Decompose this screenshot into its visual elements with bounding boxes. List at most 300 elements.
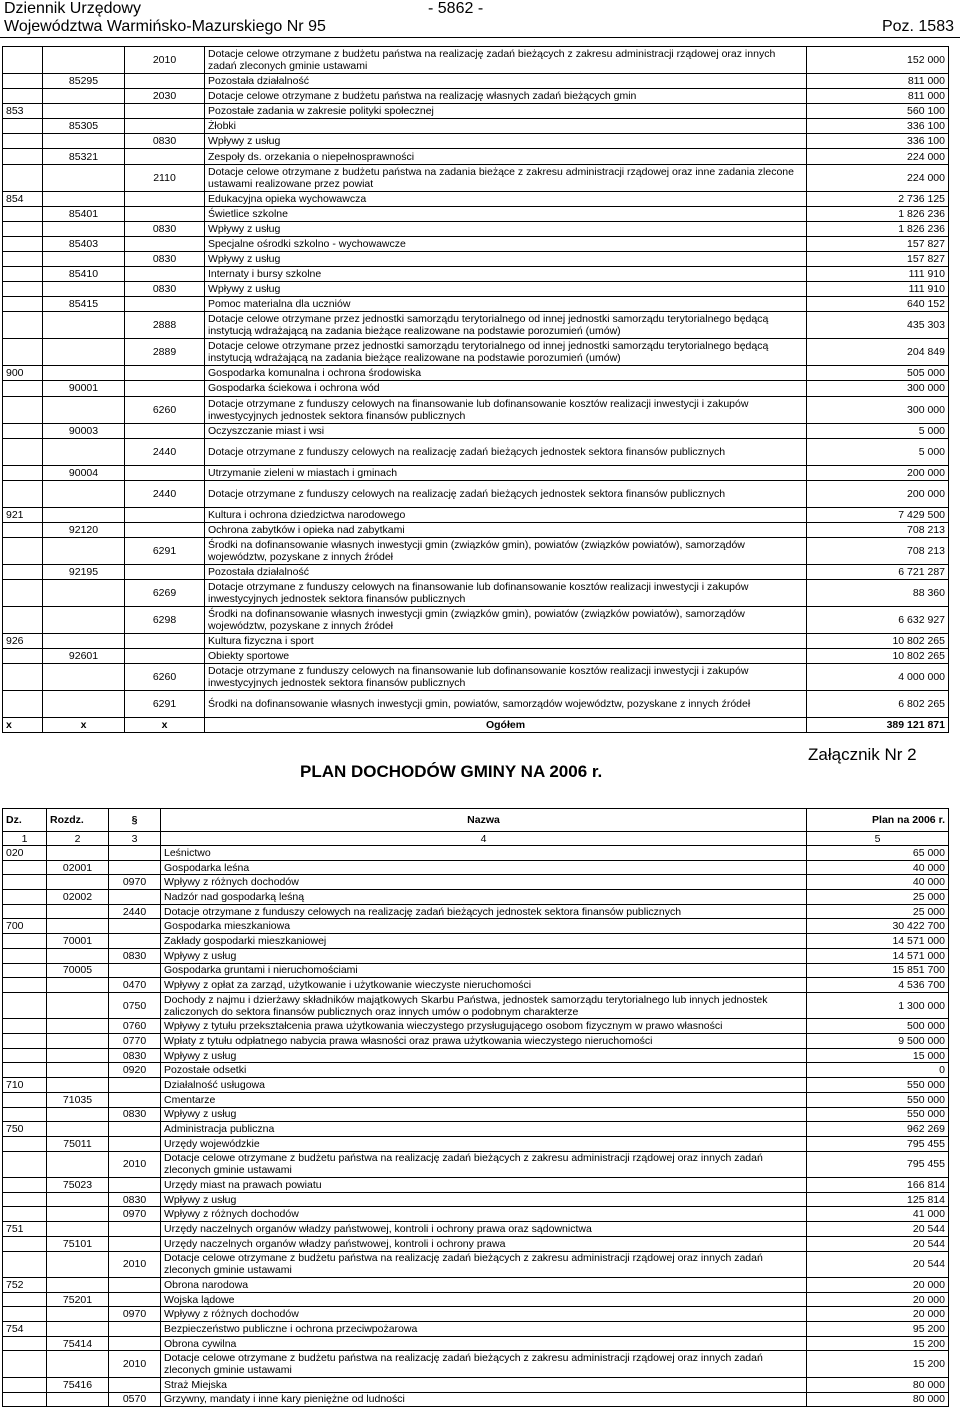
table-row <box>3 149 949 164</box>
paragraph-cell <box>125 104 205 119</box>
chapter-cell <box>43 282 125 297</box>
chapter-cell <box>47 1392 109 1407</box>
table-row <box>3 633 949 648</box>
section-cell <box>3 1307 47 1322</box>
amount-cell: 795 455 <box>807 1151 949 1178</box>
paragraph-cell: 6291 <box>125 537 205 564</box>
journal-title: Dziennik Urzędowy <box>4 0 141 17</box>
chapter-cell: 75201 <box>47 1292 109 1307</box>
table-row <box>3 339 949 366</box>
table-row <box>3 1034 949 1049</box>
name-cell: Środki na dofinansowanie własnych inwestycji gmin (związków gmin), powiatów (związków powiatów), samorządów województw, pozyskane z innych źródeł <box>205 606 807 633</box>
section-cell: 750 <box>3 1122 47 1137</box>
chapter-cell: 75416 <box>47 1377 109 1392</box>
section-cell <box>3 251 43 266</box>
name-cell: Nadzór nad gospodarką leśną <box>161 890 807 905</box>
chapter-cell <box>47 1048 109 1063</box>
section-cell <box>3 522 43 537</box>
table-row <box>3 919 949 934</box>
paragraph-cell: 2010 <box>109 1251 161 1278</box>
table-row <box>3 134 949 149</box>
paragraph-cell <box>109 1236 161 1251</box>
name-cell: Dotacje celowe otrzymane z budżetu państwa na realizację zadań bieżących z zakresu administracji rządowej oraz innych zadań zleconych gminie ustawami <box>161 1351 807 1378</box>
chapter-cell: 90004 <box>43 465 125 480</box>
table-row <box>3 1136 949 1151</box>
section-cell <box>3 537 43 564</box>
table-row <box>3 1292 949 1307</box>
name-cell: Dotacje celowe otrzymane przez jednostki samorządu terytorialnego od innej jednostki samorządu terytorialnego będącą instytucją wdrażającą na zadania bieżące realizowane na podstawie porozumień (umów) <box>205 339 807 366</box>
table-row <box>3 904 949 919</box>
amount-cell: 152 000 <box>807 47 949 74</box>
revenue-plan-table <box>2 808 949 1407</box>
section-cell <box>3 1019 47 1034</box>
amount-cell: 15 000 <box>807 1048 949 1063</box>
paragraph-cell <box>125 507 205 522</box>
amount-cell: 157 827 <box>807 251 949 266</box>
section-cell <box>3 1251 47 1278</box>
amount-cell: 550 000 <box>807 1078 949 1093</box>
paragraph-cell <box>109 1292 161 1307</box>
paragraph-cell: 6260 <box>125 396 205 423</box>
chapter-cell <box>43 134 125 149</box>
table-row <box>3 267 949 282</box>
table-row <box>3 480 949 507</box>
table-row <box>3 89 949 104</box>
attachment-label: Załącznik Nr 2 <box>808 745 917 764</box>
amount-cell: 1 826 236 <box>807 206 949 221</box>
paragraph-cell: 0770 <box>109 1034 161 1049</box>
paragraph-cell <box>109 963 161 978</box>
name-cell: Dotacje otrzymane z funduszy celowych na realizację zadań bieżących jednostek sektora finansów publicznych <box>161 904 807 919</box>
amount-cell: 10 802 265 <box>807 633 949 648</box>
section-cell <box>3 664 43 691</box>
chapter-cell <box>43 47 125 74</box>
section-cell <box>3 74 43 89</box>
paragraph-cell <box>109 846 161 861</box>
table-row <box>3 438 949 465</box>
section-cell <box>3 963 47 978</box>
chapter-cell <box>47 1034 109 1049</box>
table-row <box>3 1178 949 1193</box>
table-row <box>3 191 949 206</box>
paragraph-cell: 0970 <box>109 1207 161 1222</box>
name-cell: Administracja publiczna <box>161 1122 807 1137</box>
paragraph-cell <box>109 934 161 949</box>
name-cell: Zakłady gospodarki mieszkaniowej <box>161 934 807 949</box>
section-cell <box>3 282 43 297</box>
name-cell: Leśnictwo <box>161 846 807 861</box>
table-row <box>3 1078 949 1093</box>
section-cell <box>3 1336 47 1351</box>
section-cell: 710 <box>3 1078 47 1093</box>
section-cell <box>3 1377 47 1392</box>
section-cell <box>3 934 47 949</box>
name-cell: Urzędy naczelnych organów władzy państwowej, kontroli i ochrony prawa <box>161 1236 807 1251</box>
total-marker: x <box>43 718 125 733</box>
section-cell <box>3 1351 47 1378</box>
section-cell: 752 <box>3 1278 47 1293</box>
table-row <box>3 664 949 691</box>
item-position: Poz. 1583 <box>881 18 954 35</box>
paragraph-cell: 0830 <box>109 1192 161 1207</box>
total-marker: x <box>3 718 43 733</box>
table-row <box>3 1278 949 1293</box>
table-row <box>3 934 949 949</box>
amount-cell: 95 200 <box>807 1322 949 1337</box>
table-row <box>3 1151 949 1178</box>
amount-cell: 111 910 <box>807 282 949 297</box>
table-row <box>3 282 949 297</box>
table-row <box>3 1092 949 1107</box>
section-cell <box>3 119 43 134</box>
name-cell: Wpływy z różnych dochodów <box>161 1307 807 1322</box>
amount-cell: 224 000 <box>807 149 949 164</box>
name-cell: Działalność usługowa <box>161 1078 807 1093</box>
section-cell <box>3 438 43 465</box>
name-cell: Pozostałe zadania w zakresie polityki społecznej <box>205 104 807 119</box>
column-number: 5 <box>807 832 949 846</box>
chapter-cell <box>47 1151 109 1178</box>
section-cell <box>3 1392 47 1407</box>
page-number: - 5862 - <box>428 0 484 17</box>
section-cell: 020 <box>3 846 47 861</box>
section-cell <box>3 1236 47 1251</box>
section-cell: 926 <box>3 633 43 648</box>
amount-cell: 15 851 700 <box>807 963 949 978</box>
name-cell: Wpływy z usług <box>205 134 807 149</box>
section-cell <box>3 381 43 396</box>
chapter-cell <box>47 1192 109 1207</box>
name-cell: Oczyszczanie miast i wsi <box>205 423 807 438</box>
paragraph-cell: 0760 <box>109 1019 161 1034</box>
paragraph-cell: 6291 <box>125 691 205 718</box>
name-cell: Kultura i ochrona dziedzictwa narodowego <box>205 507 807 522</box>
section-cell <box>3 297 43 312</box>
table-row <box>3 1048 949 1063</box>
amount-cell: 204 849 <box>807 339 949 366</box>
paragraph-cell: 0830 <box>125 134 205 149</box>
name-cell: Dotacje celowe otrzymane z budżetu państwa na realizację zadań bieżących z zakresu administracji rządowej oraz innych zadań zleconych gminie ustawami <box>161 1251 807 1278</box>
table-row <box>3 1236 949 1251</box>
paragraph-cell <box>109 1322 161 1337</box>
amount-cell: 4 536 700 <box>807 978 949 993</box>
chapter-cell: 92195 <box>43 564 125 579</box>
amount-cell: 41 000 <box>807 1207 949 1222</box>
paragraph-cell <box>109 1278 161 1293</box>
total-amount: 389 121 871 <box>807 718 949 733</box>
amount-cell: 20 544 <box>807 1251 949 1278</box>
chapter-cell <box>47 1207 109 1222</box>
section-cell <box>3 396 43 423</box>
chapter-cell <box>47 904 109 919</box>
chapter-cell: 90001 <box>43 381 125 396</box>
section-cell <box>3 339 43 366</box>
table-row <box>3 74 949 89</box>
name-cell: Dotacje otrzymane z funduszy celowych na finansowanie lub dofinansowanie kosztów realizacji inwestycji i zakupów inwestycyjnych jednostek sektora finansów publicznych <box>205 579 807 606</box>
name-cell: Gospodarka ściekowa i ochrona wód <box>205 381 807 396</box>
name-cell: Gospodarka komunalna i ochrona środowiska <box>205 366 807 381</box>
paragraph-cell: 0920 <box>109 1063 161 1078</box>
table-row <box>3 875 949 890</box>
table-row <box>3 104 949 119</box>
paragraph-cell: 2010 <box>109 1151 161 1178</box>
chapter-cell <box>47 919 109 934</box>
section-cell <box>3 465 43 480</box>
section-cell <box>3 1151 47 1178</box>
paragraph-cell: 2030 <box>125 89 205 104</box>
section-cell: 700 <box>3 919 47 934</box>
chapter-cell: 75023 <box>47 1178 109 1193</box>
name-cell: Dotacje celowe otrzymane z budżetu państwa na realizację zadań bieżących z zakresu administracji rządowej oraz innych zadań zleconych gminie ustawami <box>205 47 807 74</box>
table-row <box>3 1122 949 1137</box>
chapter-cell: 85410 <box>43 267 125 282</box>
chapter-cell <box>43 221 125 236</box>
amount-cell: 962 269 <box>807 1122 949 1137</box>
section-cell <box>3 890 47 905</box>
chapter-cell: 71035 <box>47 1092 109 1107</box>
paragraph-cell <box>109 890 161 905</box>
table-row <box>3 1322 949 1337</box>
chapter-cell: 75101 <box>47 1236 109 1251</box>
paragraph-cell: 6269 <box>125 579 205 606</box>
amount-cell: 5 000 <box>807 423 949 438</box>
section-cell <box>3 1063 47 1078</box>
chapter-cell <box>47 948 109 963</box>
table-row <box>3 649 949 664</box>
table-row <box>3 1251 949 1278</box>
column-number-row <box>3 832 949 846</box>
section-cell <box>3 312 43 339</box>
total-label: Ogółem <box>205 718 807 733</box>
paragraph-cell: 0830 <box>109 948 161 963</box>
amount-cell: 111 910 <box>807 267 949 282</box>
amount-cell: 80 000 <box>807 1377 949 1392</box>
paragraph-cell <box>109 1136 161 1151</box>
section-cell: 754 <box>3 1322 47 1337</box>
budget-table-continued <box>2 46 949 733</box>
name-cell: Wpływy z usług <box>161 1107 807 1122</box>
amount-cell: 2 736 125 <box>807 191 949 206</box>
amount-cell: 0 <box>807 1063 949 1078</box>
amount-cell: 200 000 <box>807 480 949 507</box>
name-cell: Pozostała działalność <box>205 74 807 89</box>
name-cell: Dotacje otrzymane z funduszy celowych na finansowanie lub dofinansowanie kosztów realizacji inwestycji i zakupów inwestycyjnych jednostek sektora finansów publicznych <box>205 664 807 691</box>
table-row <box>3 860 949 875</box>
journal-issue: Województwa Warmińsko-Mazurskiego Nr 95 <box>4 18 326 35</box>
amount-cell: 640 152 <box>807 297 949 312</box>
column-header-name: Nazwa <box>161 809 807 832</box>
paragraph-cell <box>109 1377 161 1392</box>
section-cell <box>3 1178 47 1193</box>
table-row <box>3 366 949 381</box>
paragraph-cell: 2889 <box>125 339 205 366</box>
chapter-cell <box>47 1351 109 1378</box>
section-cell <box>3 480 43 507</box>
chapter-cell <box>47 1078 109 1093</box>
amount-cell: 1 300 000 <box>807 992 949 1019</box>
paragraph-cell: 2440 <box>125 480 205 507</box>
paragraph-cell <box>109 1178 161 1193</box>
paragraph-cell: 2888 <box>125 312 205 339</box>
chapter-cell: 85401 <box>43 206 125 221</box>
name-cell: Obrona narodowa <box>161 1278 807 1293</box>
table-row <box>3 564 949 579</box>
table-row <box>3 1351 949 1378</box>
chapter-cell <box>43 438 125 465</box>
section-cell <box>3 149 43 164</box>
amount-cell: 500 000 <box>807 1019 949 1034</box>
name-cell: Świetlice szkolne <box>205 206 807 221</box>
name-cell: Urzędy wojewódzkie <box>161 1136 807 1151</box>
total-marker: x <box>125 718 205 733</box>
paragraph-cell <box>109 860 161 875</box>
table-row <box>3 1377 949 1392</box>
name-cell: Dotacje celowe otrzymane przez jednostki samorządu terytorialnego od innej jednostki samorządu terytorialnego będącą instytucją wdrażającą na zadania bieżące realizowane na podstawie porozumień (umów) <box>205 312 807 339</box>
chapter-cell <box>43 89 125 104</box>
chapter-cell <box>43 691 125 718</box>
name-cell: Gospodarka mieszkaniowa <box>161 919 807 934</box>
name-cell: Dotacje otrzymane z funduszy celowych na finansowanie lub dofinansowanie kosztów realizacji inwestycji i zakupów inwestycyjnych jednostek sektora finansów publicznych <box>205 396 807 423</box>
table-row <box>3 978 949 993</box>
table-row <box>3 1019 949 1034</box>
name-cell: Wpływy z różnych dochodów <box>161 875 807 890</box>
section-cell: 900 <box>3 366 43 381</box>
table-row <box>3 1207 949 1222</box>
table-row <box>3 47 949 74</box>
name-cell: Kultura fizyczna i sport <box>205 633 807 648</box>
chapter-cell <box>47 1107 109 1122</box>
amount-cell: 6 802 265 <box>807 691 949 718</box>
paragraph-cell: 2440 <box>125 438 205 465</box>
amount-cell: 708 213 <box>807 522 949 537</box>
paragraph-cell <box>125 649 205 664</box>
name-cell: Straż Miejska <box>161 1377 807 1392</box>
amount-cell: 7 429 500 <box>807 507 949 522</box>
name-cell: Środki na dofinansowanie własnych inwestycji gmin, powiatów, samorządów województw, pozyskane z innych źródeł <box>205 691 807 718</box>
table-row <box>3 522 949 537</box>
amount-cell: 20 544 <box>807 1222 949 1237</box>
name-cell: Utrzymanie zieleni w miastach i gminach <box>205 465 807 480</box>
name-cell: Ochrona zabytków i opieka nad zabytkami <box>205 522 807 537</box>
paragraph-cell <box>125 74 205 89</box>
name-cell: Dotacje celowe otrzymane z budżetu państwa na zadania bieżące z zakresu administracji rządowej oraz inne zadania zlecone ustawami realizowane przez powiat <box>205 164 807 191</box>
table-row <box>3 1222 949 1237</box>
table-row <box>3 465 949 480</box>
amount-cell: 708 213 <box>807 537 949 564</box>
paragraph-cell <box>125 522 205 537</box>
table-row <box>3 963 949 978</box>
section-cell <box>3 978 47 993</box>
table-row <box>3 1307 949 1322</box>
section-cell <box>3 606 43 633</box>
table-row <box>3 579 949 606</box>
table-row <box>3 206 949 221</box>
amount-cell: 336 100 <box>807 119 949 134</box>
name-cell: Wpływy z usług <box>205 221 807 236</box>
amount-cell: 300 000 <box>807 396 949 423</box>
chapter-cell <box>47 992 109 1019</box>
amount-cell: 157 827 <box>807 236 949 251</box>
amount-cell: 5 000 <box>807 438 949 465</box>
amount-cell: 300 000 <box>807 381 949 396</box>
paragraph-cell <box>125 191 205 206</box>
table-row <box>3 992 949 1019</box>
section-cell <box>3 134 43 149</box>
amount-cell: 25 000 <box>807 904 949 919</box>
section-cell: 751 <box>3 1222 47 1237</box>
amount-cell: 4 000 000 <box>807 664 949 691</box>
column-number: 3 <box>109 832 161 846</box>
section-cell <box>3 1207 47 1222</box>
chapter-cell: 85295 <box>43 74 125 89</box>
plan-title: PLAN DOCHODÓW GMINY NA 2006 r. <box>300 762 603 781</box>
chapter-cell <box>43 366 125 381</box>
table-row <box>3 1192 949 1207</box>
amount-cell: 9 500 000 <box>807 1034 949 1049</box>
section-cell <box>3 423 43 438</box>
section-cell <box>3 1192 47 1207</box>
amount-cell: 15 200 <box>807 1351 949 1378</box>
amount-cell: 14 571 000 <box>807 948 949 963</box>
name-cell: Edukacyjna opieka wychowawcza <box>205 191 807 206</box>
table-row <box>3 423 949 438</box>
chapter-cell <box>47 1307 109 1322</box>
table-row <box>3 119 949 134</box>
amount-cell: 795 455 <box>807 1136 949 1151</box>
name-cell: Obiekty sportowe <box>205 649 807 664</box>
paragraph-cell <box>109 919 161 934</box>
amount-cell: 435 303 <box>807 312 949 339</box>
chapter-cell <box>47 1322 109 1337</box>
header-row <box>3 809 949 832</box>
chapter-cell <box>47 875 109 890</box>
paragraph-cell <box>125 149 205 164</box>
name-cell: Wpływy z usług <box>205 282 807 297</box>
paragraph-cell <box>125 267 205 282</box>
name-cell: Wpływy z usług <box>161 948 807 963</box>
paragraph-cell <box>125 366 205 381</box>
name-cell: Wpływy z tytułu przekształcenia prawa użytkowania wieczystego przysługującego osobom fizycznym w prawo własności <box>161 1019 807 1034</box>
section-cell <box>3 992 47 1019</box>
column-number: 4 <box>161 832 807 846</box>
total-row <box>3 718 949 733</box>
section-cell: 921 <box>3 507 43 522</box>
paragraph-cell <box>125 119 205 134</box>
amount-cell: 20 000 <box>807 1307 949 1322</box>
amount-cell: 550 000 <box>807 1107 949 1122</box>
name-cell: Dochody z najmu i dzierżawy składników majątkowych Skarbu Państwa, jednostek samorządu terytorialnego lub innych jednostek zaliczonych do sektora finansów publicznych oraz innych umów o podobnym charakterze <box>161 992 807 1019</box>
table-row <box>3 1336 949 1351</box>
chapter-cell <box>43 251 125 266</box>
name-cell: Dotacje otrzymane z funduszy celowych na realizację zadań bieżących jednostek sektora finansów publicznych <box>205 438 807 465</box>
chapter-cell <box>43 633 125 648</box>
column-number: 1 <box>3 832 47 846</box>
paragraph-cell <box>109 1336 161 1351</box>
chapter-cell: 75414 <box>47 1336 109 1351</box>
section-cell <box>3 691 43 718</box>
amount-cell: 80 000 <box>807 1392 949 1407</box>
amount-cell: 30 422 700 <box>807 919 949 934</box>
table-row <box>3 381 949 396</box>
column-header-plan: Plan na 2006 r. <box>807 809 949 832</box>
header-rule <box>0 37 960 38</box>
section-cell <box>3 875 47 890</box>
name-cell: Pomoc materialna dla uczniów <box>205 297 807 312</box>
section-cell <box>3 860 47 875</box>
amount-cell: 811 000 <box>807 74 949 89</box>
name-cell: Pozostałe odsetki <box>161 1063 807 1078</box>
name-cell: Wojska lądowe <box>161 1292 807 1307</box>
